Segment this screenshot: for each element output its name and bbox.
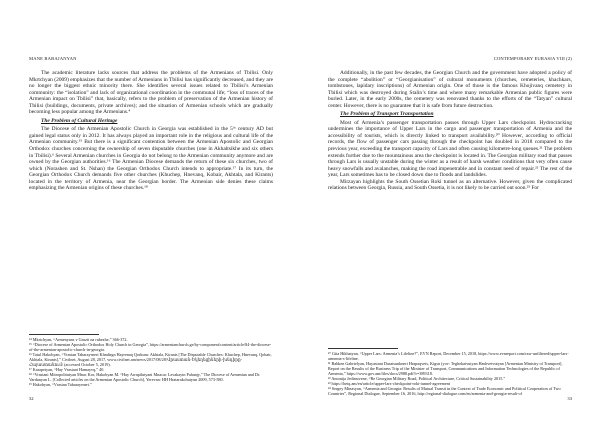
footnote: ¹⁴ Mkrtchyan, “Armenyans v Gruzii na rubezhe,” 366-372.: [29, 337, 128, 342]
footnote: ¹⁸ “Vrastani Mitropolitutyan Mnac Kor, Hakobyan M. “Hay Arrapilutyani Mnacac Lzvakayin Pahanjy,” The Diocese of Armenian and Dr. Vardanyan L. [Collected articles on the Armenian Apostolic Church], Yerevan: HH Hratarakchutyun 2009, 573-580.: [29, 372, 261, 382]
footnote: ²³ https://hetq.am/en/article/upper-lars-checkpoint-roki-tunnel-agreement: [328, 381, 450, 386]
paragraph: The Diocese of the Armenian Apostolic Church in Georgia was established in the 5ᵗʰ century AD but gained legal status only in 2012. It has always played an important role in the religious and cultural life of the Armenian community.¹⁵ But there is a significant contention between the Armenian Apostolic and Georgian Orthodox churches concerning the ownership of seven disputable churches (one in Akhaltsikhe and six others in Tbilisi).⁶ Several Armenian churches in Georgia do not belong to the Armenian community anymore and are owned by the Georgian authorities.¹⁶ The Armenian Diocese demands the return of these six churches, two of which (Norashen and St. Nshan) the Georgian Orthodox Church intends to appropriate.¹⁷ In its turn, the Georgian Orthodox Church demands five other churches (Khuchep, Hnevanq, Kobair, Akhtala, and Kirants) located in the territory of Armenia, near the Georgian border. The Armenian side denies these claims emphasizing the Armenian origins of these churches.¹⁸: [29, 126, 273, 192]
footnote-rule: [328, 348, 398, 349]
footnote: ²² Antonija Jedinstvene, “Re Georgian Military Road, Political Architecture, Critical Sustainability 2015.”: [328, 376, 506, 381]
right-page: [300, 0, 600, 424]
running-head-right: CONTEMPORARY EURASIA VIII (2): [493, 56, 572, 61]
footnote: ²¹ Babken Gabrielyan, Hayastani Dasatsunkneri Hrapaqvets, Ktgsn (yov: Teghekatvutyan Hashvetvutyan [Armenian Ministry of Transport], Report on the Results of the Business Trip of the Minister of Transport, Communications and Information Technologies of the Republic of Armenia,” https://www.gov.am/files/docs/2988.pdf?r=389318.: [328, 361, 563, 376]
footnote: ²⁰ Gita Hikhatyan, “Upper Lars: Armenia’s Lifeline?”, EVN Report, December 15, 2018, https://www.evnreport.com/raw-unfiltered/upper-lars-armenia-s-lifeline.: [328, 351, 569, 361]
paragraph: Additionally, in the past few decades, the Georgian Church and the government have adopted a policy of the complete “abolition” or “Georgianisation” of cultural monuments (churches, cemeteries, khachkars, tombstones, lapidary inscriptions) of Armenian origin. One of those is the famous Khojivanq cemetery in Tbilisi which was destroyed during Stalin’s time and where many remarkable Armenian public figures were buried. Later, in the early 2000s, the cemetery was renovated thanks to the efforts of the “Tatyan” cultural center. However, there is no guarantee that it is safe from future destruction.: [328, 70, 572, 109]
paragraph: Most of Armenia’s passenger transportation passes through Upper Lars checkpoint. Hydrocracking undermines the importance of Upper Lars in the cargo and passenger transportation of Armenia and the accessibility of tourists, which is directly linked to transport availability.²⁰ However, according to official records, the flow of passenger cars passing through the checkpoint has doubled in 2018 compared to the previous year, exceeding the transport capacity of Lars and often causing kilometre-long queues.²¹ The problem extends further due to the mountainous area the checkpoint is located in. The Georgian military road that passes through Lars is usually unstable during the winter as a result of harsh weather conditions that very often cause heavy snowfalls and avalanches, making the road impenetrable and in constant need of repair.²² The rest of the year, Lars sometimes has to be closed down due to floods and landslides.: [328, 119, 572, 179]
section-heading: The Problem of Transport Transportation: [340, 111, 434, 118]
page-number-right: 33: [567, 396, 572, 401]
section-heading: The Problem of Cultural Heritage: [41, 117, 118, 124]
paragraph: The academic literature lacks sources that address the problems of the Armenians of Tbilisi. Only Mkrtchyan (2009) emphasizes that the number of Armenians in Tbilisi has significantly decreased, and they are no longer the biggest ethnic minority there. She identifies several issues related to Tbilisi’s Armenian community: the “isolation” and lack of organizational coordination in the communal life; “loss of traces of the Armenian impact on Tbilisi” that, basically, refers to the problem of preservation of the Armenian history of Tbilisi (buildings, documents, private archives); and the situation of Armenian schools which are gradually becoming less popular among the Armenians.⁴: [29, 70, 273, 116]
left-page-body: [29, 70, 273, 192]
footnote: ²⁴ Sergey Minasyan, “Armenia and Georgia: Results of Mutual Transit in the Context of Trade Economic and Political Cooperation of Two Countries”, Regional Dialogue, September 16, 2016, http://regional-dialogue.com/en/armenia-and-georgia-result-of: [328, 386, 561, 396]
footnotes-right: [328, 351, 572, 396]
running-head-left: MANE BABAJANYAN: [29, 56, 77, 61]
footnote: ¹⁵ “Diocese of Armenian Apostolic Orthodox Holy Church in Georgia”, https://armenianchurch.ge/by-component/content/article/84-the-diocese-of-the-armenian-apostolic-church-in-georgia.: [29, 342, 272, 352]
paragraph: Mirzayan highlights the South Ossetian Roki tunnel as an alternative. However, given the complicated relations between Georgia, Russia, and South Ossetia, it is not likely to be carried out soon.²³ For: [328, 178, 572, 192]
footnote: ¹⁶ Tatul Hakobyan, “Vrastan Tabarayrneri Khndirgn Hayrenaq Qorkum: Akhtala, Kirants [The Disputable Churches: Khuchep, Hnevanq, Qobair, Akhtala, Kirants],” Civilnet, August 28, 2017, www.civilnet.am/news/2017/08/28/Վրաստան-Եկեղեցիների-խնդիրը-Հայաստանում/ (accessed October 5, 2019).: [29, 352, 272, 367]
footnote: ¹⁹ Hakobyan, “Vrastan Tabarayrneri.”: [29, 382, 92, 387]
footnote-rule: [29, 334, 99, 335]
page-number-left: 32: [29, 396, 34, 401]
right-page-body: [328, 70, 572, 192]
footnote: ¹⁷ Karapetyan, “Hay Vrastani Hamayvq,” 40.: [29, 367, 105, 372]
footnotes-left: [29, 337, 273, 387]
